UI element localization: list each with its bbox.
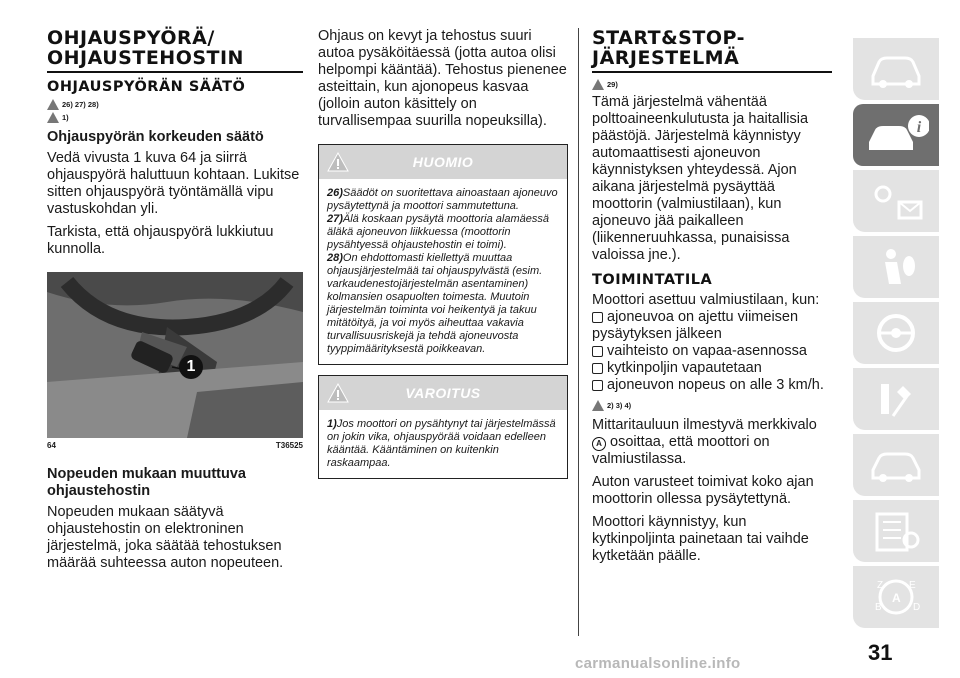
subsection-title: OHJAUSPYÖRÄN SÄÄTÖ	[47, 79, 246, 95]
heading-height-adjust: Ohjauspyörän korkeuden säätö	[47, 129, 264, 145]
car-info-icon	[863, 112, 929, 158]
column-2	[318, 28, 568, 489]
specifications-icon	[863, 508, 929, 554]
svg-text:B: B	[875, 602, 882, 613]
section-title-line1: START&STOP-	[592, 27, 745, 49]
index-icon	[863, 574, 929, 620]
page-number: 31	[868, 640, 893, 665]
huomio-title: HUOMIO	[412, 154, 474, 170]
sidebar-tab-dashboard[interactable]	[853, 38, 939, 100]
svg-text:E: E	[909, 580, 916, 591]
title-rule	[47, 71, 303, 73]
list-item-continuation: pysäytyksen jälkeen	[592, 326, 722, 342]
section-title-line1: OHJAUSPYÖRÄ/	[47, 27, 215, 49]
watermark: carmanualsonline.info	[575, 655, 741, 672]
checkbox-bullet-icon	[592, 380, 603, 391]
varoitus-body	[319, 410, 567, 478]
varoitus-box	[318, 375, 568, 479]
note-26: 26)Säädöt on suoritettava ainoastaan ajoneuvo pysäytettynä ja moottori sammutettuna.	[327, 187, 558, 212]
title-rule	[592, 71, 832, 73]
svg-text:A: A	[892, 591, 901, 605]
warning-ref: 29)	[592, 79, 832, 90]
figure-code: T36525	[275, 441, 303, 450]
varoitus-title: VAROITUS	[405, 385, 481, 401]
note-1: 1)Jos moottori on pysähtynyt tai järjestelmässä on jokin vika, ohjauspyörää voidaan edelleen kääntää. Kääntäminen on kuitenkin raskaampaa.	[327, 418, 556, 469]
caution-triangle-icon	[592, 400, 604, 411]
start-stop-indicator-icon: A	[592, 437, 606, 451]
varoitus-header	[319, 376, 567, 410]
note-28: 28)On ehdottomasti kiellettyä muuttaa ohjausjärjestelmää tai ohjauspylvästä (esim. varkaudenestojärjestelmän asentaminen) kolmansien osapuolten toimesta. Muutoin järjestelmän toiminta voi heikentyä ja takuu mitätöityä, ja voi myös aiheuttaa vakavia turvallisuusriskejä ja tehdä ajoneuvosta tyyppimäärityksestä poikkeavan.	[327, 252, 543, 355]
warning-lights-icon	[863, 178, 929, 224]
note-27: 27)Älä koskaan pysäytä moottoria alamäessä äläkä ajoneuvon liikkuessa (moottorin pysähtyessä ohjaustehostin ei toimi).	[327, 213, 549, 251]
svg-text:i: i	[916, 119, 922, 136]
car-dashboard-icon	[863, 46, 929, 92]
paragraph: Moottori käynnistyy, kun kytkinpoljinta painetaan tai vaihde kytketään päälle.	[592, 514, 809, 564]
huomio-body	[319, 179, 567, 364]
svg-text:D: D	[913, 602, 921, 613]
checkbox-bullet-icon	[592, 363, 603, 374]
car-service-icon	[863, 442, 929, 488]
figure-number: 64	[47, 441, 56, 450]
column-divider	[578, 28, 579, 636]
paragraph: Moottori asettuu valmiustilaan, kun:	[592, 292, 820, 308]
paragraph: Auton varusteet toimivat koko ajan moottorin ollessa pysäytettynä.	[592, 474, 814, 507]
sidebar-tab-index[interactable]	[853, 566, 939, 628]
paragraph: Nopeuden mukaan säätyvä ohjaustehostin on elektroninen järjestelmä, joka säätää tehostuksen määrää suhteessa auton nopeuteen.	[47, 504, 284, 571]
steering-column-illustration	[47, 272, 303, 438]
sidebar-tab-maintenance[interactable]	[853, 434, 939, 496]
caution-ref: 1)	[47, 112, 303, 123]
sidebar-tab-specifications[interactable]	[853, 500, 939, 562]
column-1	[47, 28, 303, 578]
steering-column-photo	[47, 272, 303, 438]
caution-triangle-icon	[47, 112, 59, 123]
paragraph: Tarkista, että ohjauspyörä lukkiutuu kunnolla.	[47, 224, 274, 257]
warning-triangle-icon	[47, 99, 59, 110]
paragraph: Mittaritauluun ilmestyvä merkkivalo	[592, 417, 817, 433]
list-item: vaihteisto on vapaa-asennossa	[592, 343, 832, 360]
steering-wheel-icon	[863, 310, 929, 356]
tools-icon	[863, 376, 929, 422]
sidebar-tab-emergency[interactable]	[853, 368, 939, 430]
subsection-title: TOIMINTATILA	[592, 272, 713, 288]
svg-text:Z: Z	[877, 580, 884, 591]
warning-ref: 2) 3) 4)	[592, 400, 832, 411]
list-item: kytkinpoljin vapautetaan	[592, 360, 832, 377]
heading-speed-steering: Nopeuden mukaan muuttuva ohjaustehostin	[47, 466, 246, 499]
caution-triangle-icon	[327, 383, 349, 403]
airbag-seat-icon	[863, 244, 929, 290]
list-item: ajoneuvoa on ajettu viimeisen	[592, 309, 832, 326]
callout-marker: 1	[179, 355, 203, 379]
paragraph: A osoittaa, että moottori on valmiustilassa.	[592, 434, 770, 467]
checkbox-bullet-icon	[592, 346, 603, 357]
list-item: ajoneuvon nopeus on alle 3 km/h.	[592, 377, 832, 394]
paragraph: Ohjaus on kevyt ja tehostus suuri autoa pysäköitäessä (jotta autoa olisi helpompi kääntää). Tehostus pienenee asteittain, kun ajonopeus kasvaa (jolloin auton käsittely on turvallisempaa suurilla nopeuksilla).	[318, 28, 567, 129]
warning-triangle-icon	[327, 152, 349, 172]
paragraph: Tämä järjestelmä vähentää polttoaineenkulutusta ja haitallisia päästöjä. Järjestelmä käynnistyy automaattisesti ajoneuvon käynnistyksen yhteydessä. Ajon aikana järjestelmä pysäyttää moottorin (valmiustilaan), kun ajoneuvo jää paikalleen (liikenneruuhkassa, punaisissa valoissa jne.).	[592, 94, 809, 263]
sidebar-tab-safety[interactable]	[853, 236, 939, 298]
sidebar-tab-starting-driving[interactable]	[853, 302, 939, 364]
section-title-line2: OHJAUSTEHOSTIN	[47, 47, 244, 69]
column-3	[592, 28, 832, 571]
figure-caption	[47, 441, 303, 450]
sidebar-tab-car-info[interactable]	[853, 104, 939, 166]
warning-triangle-icon	[592, 79, 604, 90]
huomio-header	[319, 145, 567, 179]
sidebar-tab-warning-lights[interactable]	[853, 170, 939, 232]
huomio-box	[318, 144, 568, 365]
paragraph: Vedä vivusta 1 kuva 64 ja siirrä ohjauspyörä haluttuun kohtaan. Lukitse sitten ohjauspyörä työntämällä vipu vastuskohdan yli.	[47, 150, 300, 217]
checkbox-bullet-icon	[592, 312, 603, 323]
warning-ref: 26) 27) 28)	[47, 99, 303, 110]
section-title-line2: JÄRJESTELMÄ	[592, 47, 740, 69]
